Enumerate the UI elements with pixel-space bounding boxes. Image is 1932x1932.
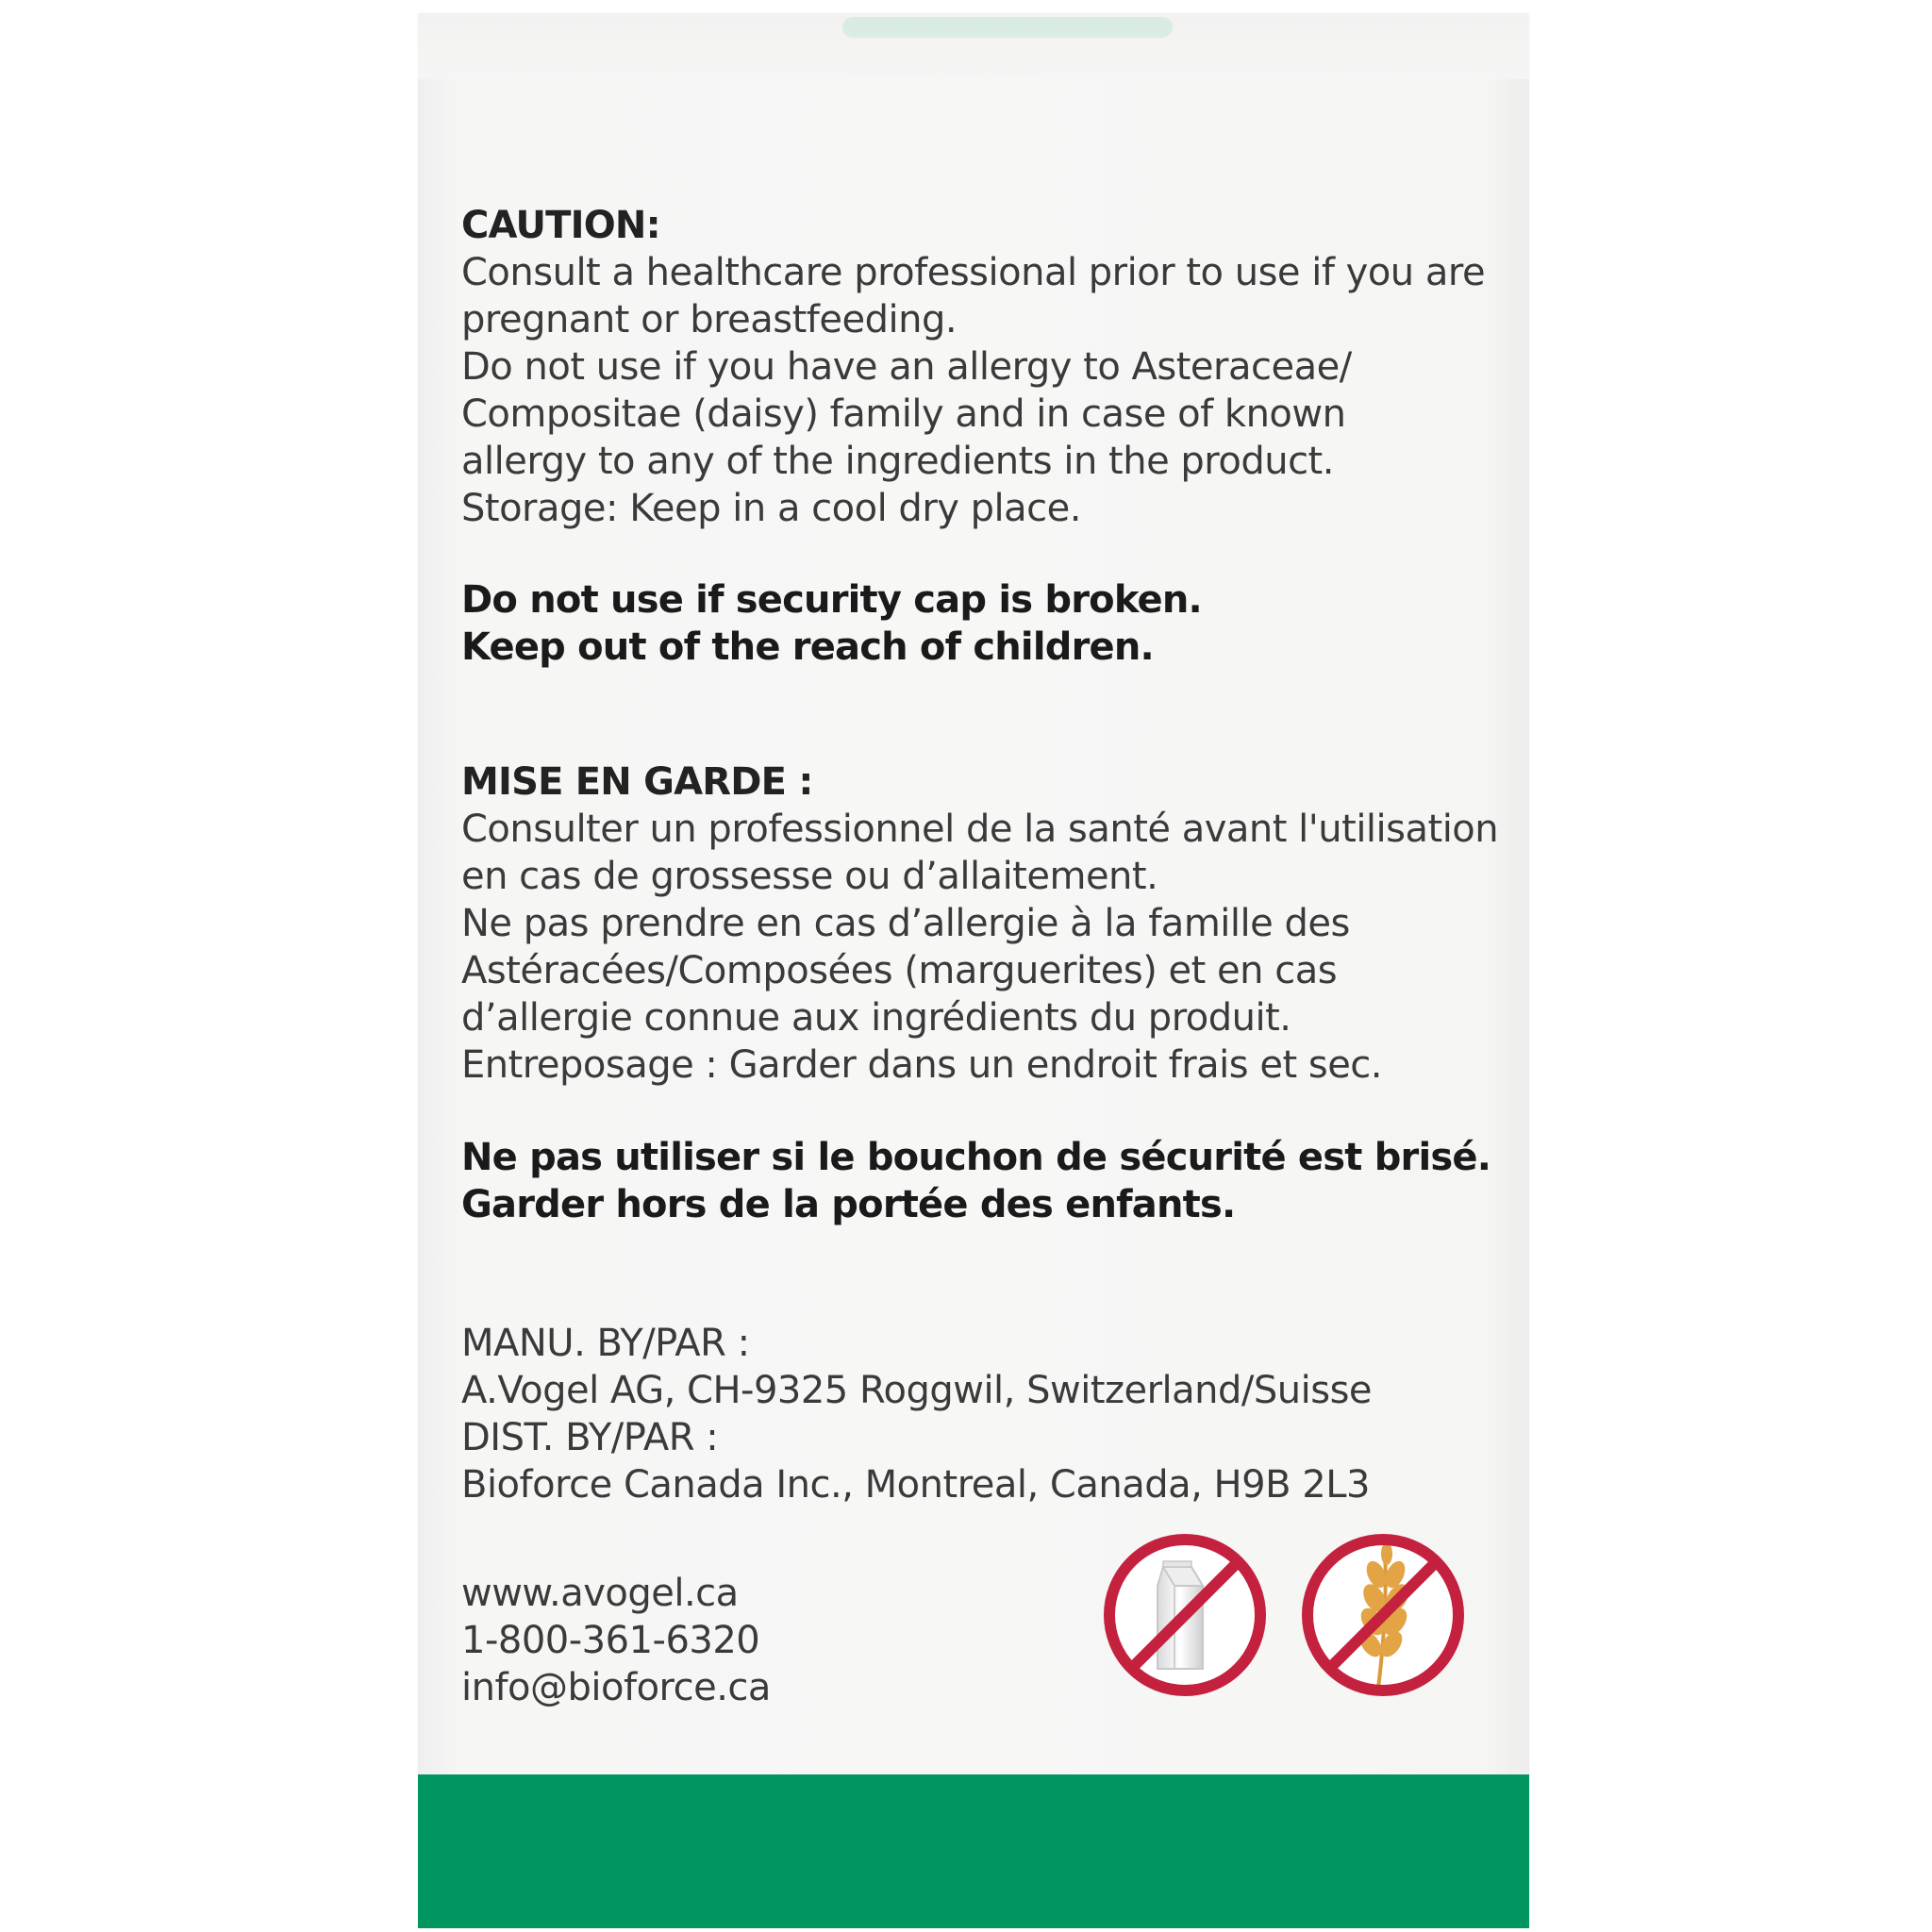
- distributor-label: DIST. BY/PAR :: [461, 1416, 719, 1459]
- caution-line: Consult a healthcare professional prior to use if you are: [461, 251, 1486, 294]
- mise-en-garde-line: d’allergie connue aux ingrédients du produit.: [461, 996, 1291, 1040]
- mise-en-garde-line: Ne pas prendre en cas d’allergie à la famille des: [461, 902, 1350, 945]
- manufacturer-label: MANU. BY/PAR :: [461, 1322, 750, 1365]
- box-top-flap: [418, 13, 1529, 79]
- caution-line: Compositae (daisy) family and in case of known: [461, 392, 1346, 436]
- manufacturer-name: A.Vogel AG, CH-9325 Roggwil, Switzerland/Suisse: [461, 1369, 1373, 1412]
- caution-warning: Do not use if security cap is broken.: [461, 578, 1202, 622]
- mise-en-garde-line: Astéracées/Composées (marguerites) et en cas: [461, 949, 1338, 992]
- mise-en-garde-line: Entreposage : Garder dans un endroit frais et sec.: [461, 1043, 1383, 1087]
- product-box-back-panel: [418, 13, 1529, 1928]
- email-text: info@bioforce.ca: [461, 1666, 771, 1709]
- caution-line: Do not use if you have an allergy to Asteraceae/: [461, 345, 1352, 389]
- green-footer-band: [418, 1774, 1529, 1928]
- no-gluten-icon: [1295, 1527, 1471, 1703]
- allergen-free-icons: [1097, 1527, 1493, 1716]
- phone-text: 1-800-361-6320: [461, 1619, 760, 1662]
- no-dairy-icon: [1097, 1527, 1273, 1703]
- mise-en-garde-line: Consulter un professionnel de la santé avant l'utilisation: [461, 808, 1499, 851]
- distributor-name: Bioforce Canada Inc., Montreal, Canada, H9B 2L3: [461, 1463, 1370, 1507]
- caution-line: pregnant or breastfeeding.: [461, 298, 958, 341]
- caution-line: Storage: Keep in a cool dry place.: [461, 487, 1081, 530]
- mise-en-garde-warning: Ne pas utiliser si le bouchon de sécurité est brisé.: [461, 1136, 1491, 1179]
- mise-en-garde-heading: MISE EN GARDE :: [461, 760, 813, 804]
- caution-warning: Keep out of the reach of children.: [461, 625, 1154, 669]
- website-text: www.avogel.ca: [461, 1572, 739, 1615]
- mise-en-garde-line: en cas de grossesse ou d’allaitement.: [461, 855, 1158, 898]
- mise-en-garde-warning: Garder hors de la portée des enfants.: [461, 1183, 1236, 1226]
- caution-line: allergy to any of the ingredients in the product.: [461, 440, 1334, 483]
- top-green-label: [842, 17, 1173, 38]
- caution-heading: CAUTION:: [461, 204, 660, 247]
